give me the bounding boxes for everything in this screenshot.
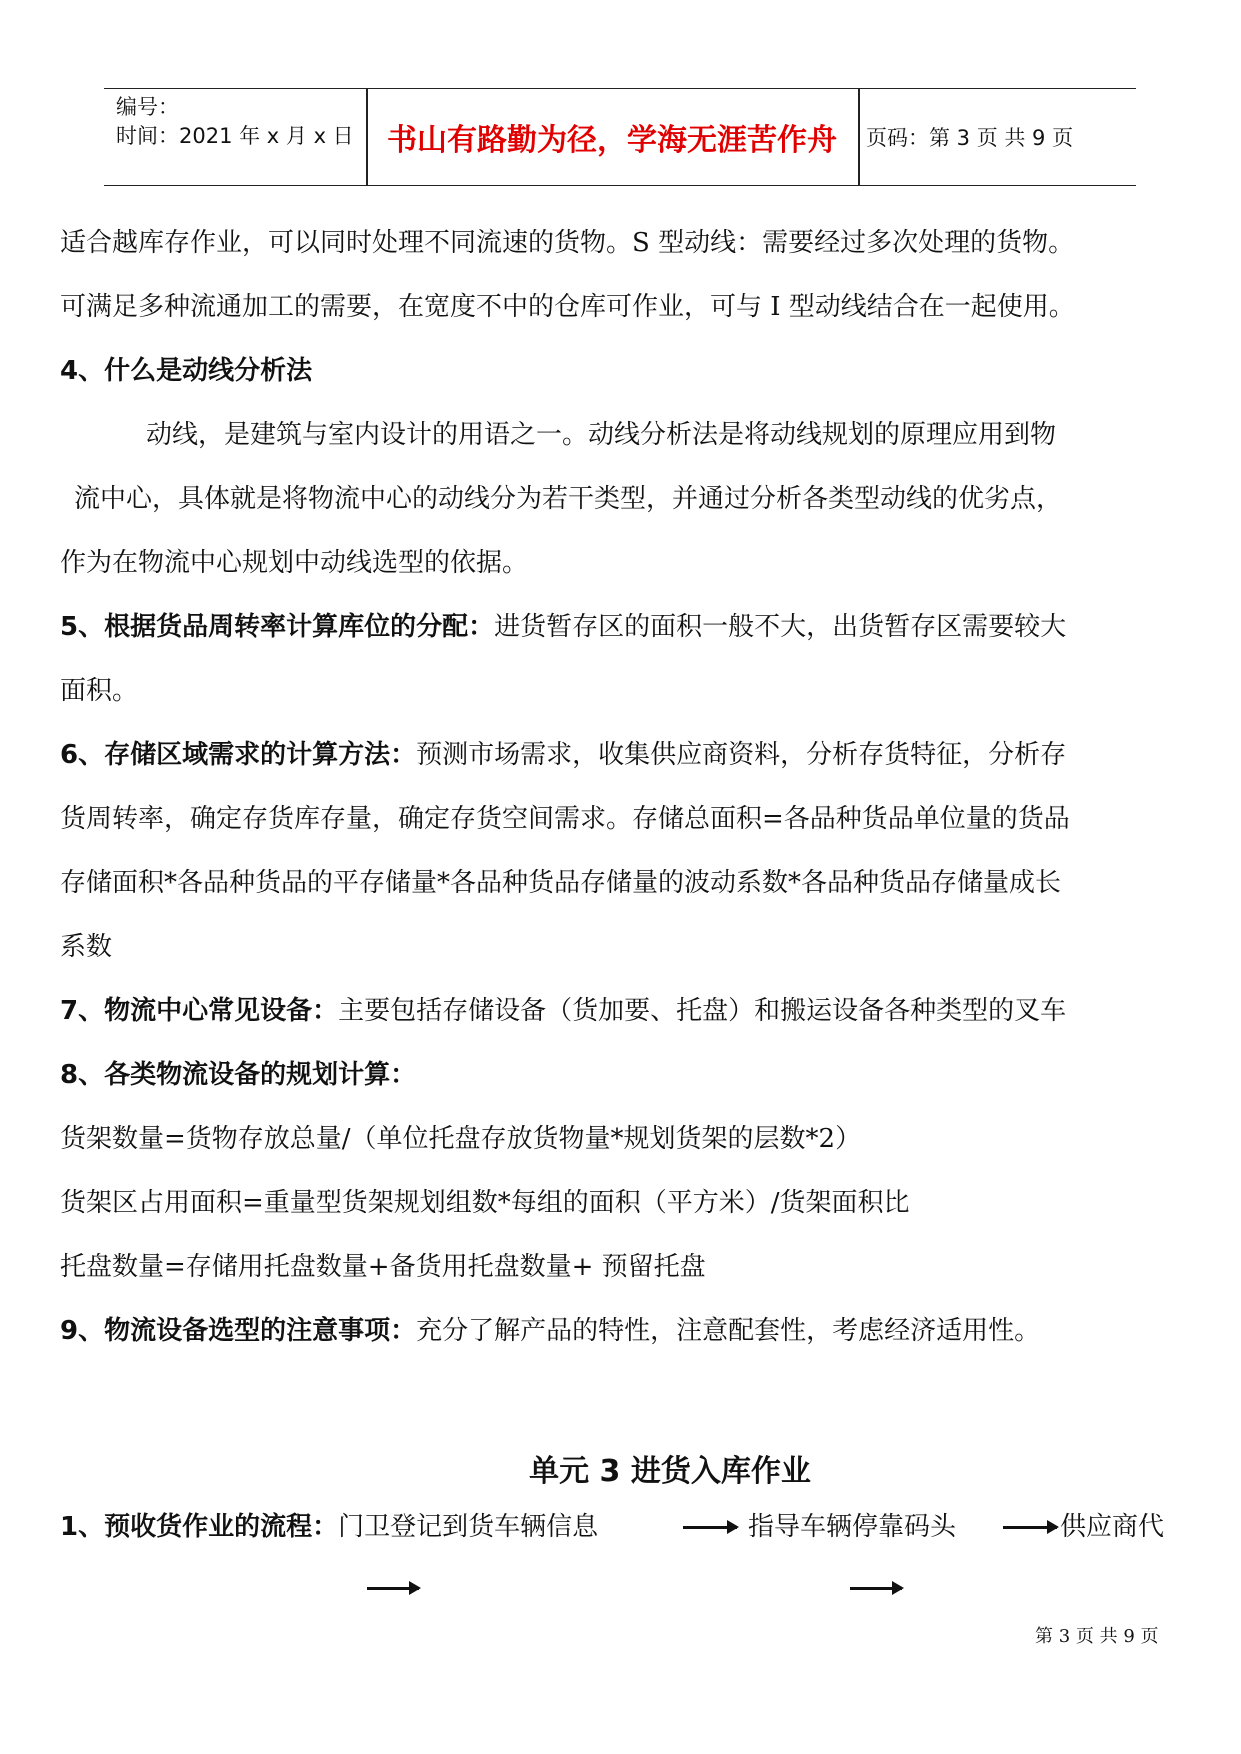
unit-title: 单元 3 进货入库作业 xyxy=(529,1454,811,1489)
question-4-line-3: 作为在物流中心规划中动线选型的依据。 xyxy=(60,548,529,578)
question-6-line-1 xyxy=(60,738,1066,772)
formula-shelf-area: 货架区占用面积=重量型货架规划组数*每组的面积（平方米）/货架面积比 xyxy=(60,1188,910,1218)
question-9-heading: 9、物流设备选型的注意事项： xyxy=(60,1316,417,1346)
question-6-line-2: 货周转率，确定存货库存量，确定存货空间需求。存储总面积=各品种货品单位量的货品 xyxy=(60,804,1070,834)
question-4-heading: 4、什么是动线分析法 xyxy=(60,356,313,386)
flow-arrow-4 xyxy=(850,1587,902,1590)
document-number-label: 编号： xyxy=(116,95,179,119)
question-5-line-1 xyxy=(60,610,1066,644)
page-footer: 第 3 页 共 9 页 xyxy=(1035,1626,1159,1647)
unit-1-line xyxy=(60,1510,598,1544)
header-meta xyxy=(116,93,354,151)
unit-1-heading: 1、预收货作业的流程： xyxy=(60,1512,339,1542)
body-line-1: 适合越库存作业，可以同时处理不同流速的货物。S 型动线：需要经过多次处理的货物。 xyxy=(60,228,1075,258)
question-8-heading: 8、各类物流设备的规划计算： xyxy=(60,1060,417,1090)
flow-arrow-1 xyxy=(683,1526,737,1529)
question-6-heading: 6、存储区域需求的计算方法： xyxy=(60,740,417,770)
header-motto: 书山有路勤为径，学海无涯苦作舟 xyxy=(387,123,837,158)
question-4-line-1: 动线，是建筑与室内设计的用语之一。动线分析法是将动线规划的原理应用到物 xyxy=(146,420,1057,450)
question-6-line-4: 系数 xyxy=(60,932,113,962)
question-7-line xyxy=(60,994,1066,1028)
unit-1-step-3: 供应商代 xyxy=(1060,1512,1165,1542)
body-line-2: 可满足多种流通加工的需要，在宽度不中的仓库可作业，可与 I 型动线结合在一起使用。 xyxy=(60,292,1075,322)
question-9-line xyxy=(60,1314,1040,1348)
unit-1-step-1: 门卫登记到货车辆信息 xyxy=(338,1512,599,1542)
header-divider-right xyxy=(858,89,860,185)
question-5-heading: 5、根据货品周转率计算库位的分配： xyxy=(60,612,495,642)
question-4-line-2: 流中心，具体就是将物流中心的动线分为若干类型，并通过分析各类型动线的优劣点， xyxy=(74,484,1063,514)
question-7-heading: 7、物流中心常见设备： xyxy=(60,996,339,1026)
flow-arrow-2 xyxy=(1003,1526,1057,1529)
page-header xyxy=(104,88,1136,186)
flow-arrow-3 xyxy=(367,1587,419,1590)
question-7-text: 主要包括存储设备（货加要、托盘）和搬运设备各种类型的叉车 xyxy=(338,996,1067,1026)
formula-shelf-count: 货架数量=货物存放总量/（单位托盘存放货物量*规划货架的层数*2） xyxy=(60,1124,862,1154)
unit-1-step-2: 指导车辆停靠码头 xyxy=(748,1512,957,1542)
header-page-code: 页码：第 3 页 共 9 页 xyxy=(866,126,1074,150)
formula-pallet-count: 托盘数量=存储用托盘数量+备货用托盘数量+ 预留托盘 xyxy=(60,1252,706,1282)
question-5-text: 进货暂存区的面积一般不大，出货暂存区需要较大 xyxy=(494,612,1067,642)
question-5-line-2: 面积。 xyxy=(60,676,139,706)
document-time: 时间：2021 年 x 月 x 日 xyxy=(116,124,354,148)
question-6-line-3: 存储面积*各品种货品的平存储量*各品种货品存储量的波动系数*各品种货品存储量成长 xyxy=(60,868,1062,898)
question-9-text: 充分了解产品的特性，注意配套性，考虑经济适用性。 xyxy=(416,1316,1041,1346)
question-6-text: 预测市场需求，收集供应商资料，分析存货特征，分析存 xyxy=(416,740,1067,770)
